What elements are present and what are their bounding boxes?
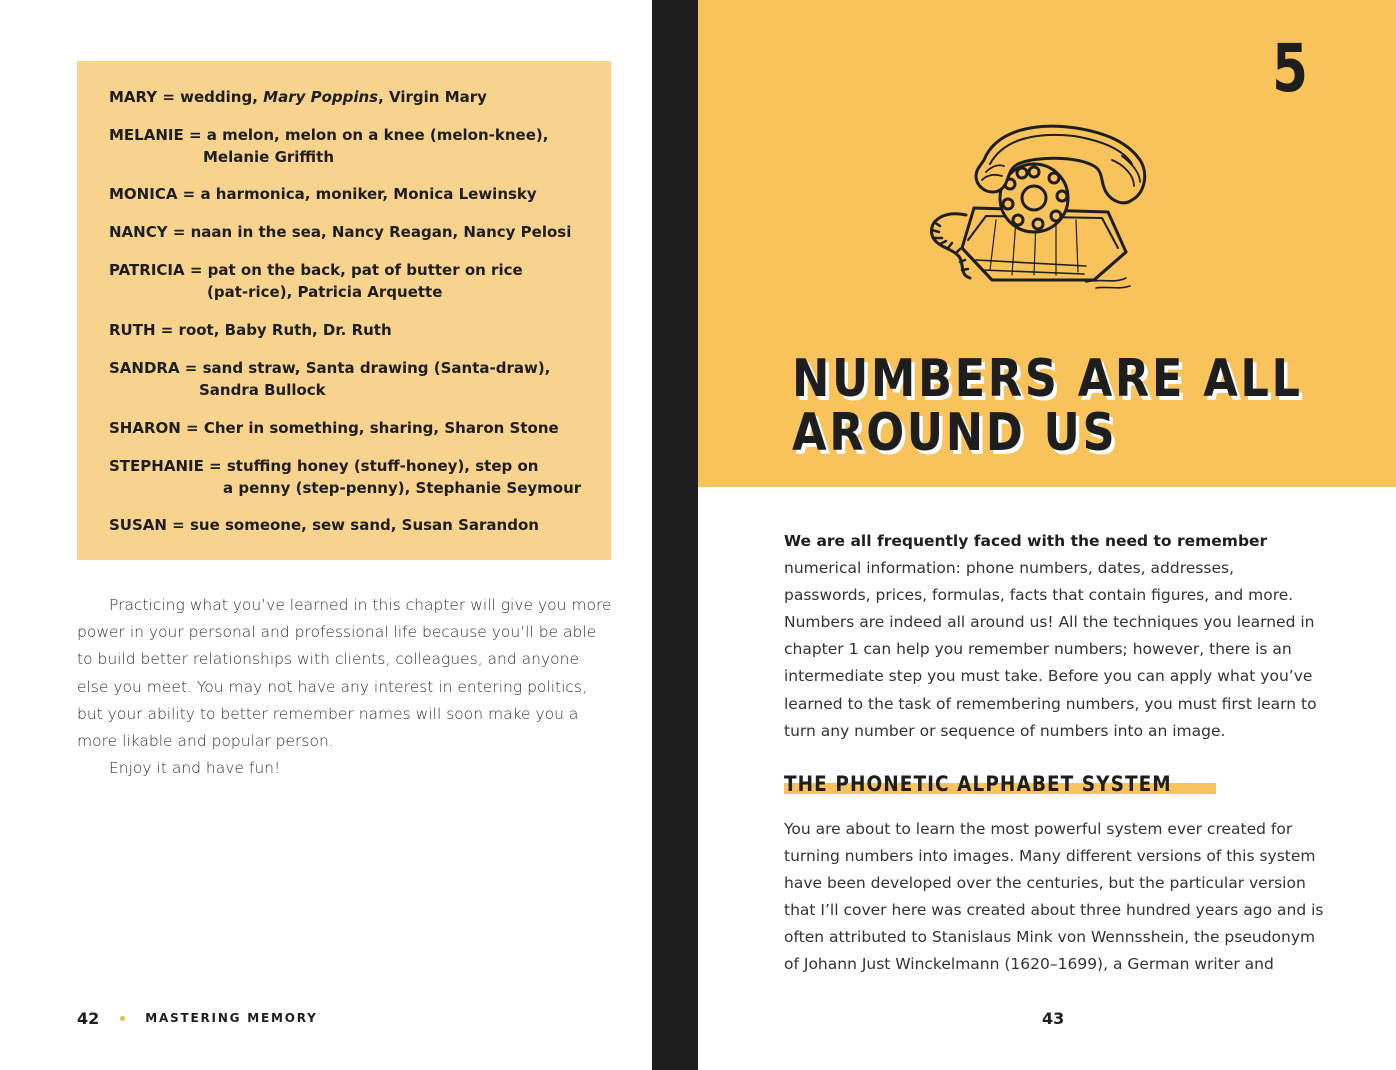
- name-entry-stephanie: STEPHANIE = stuffing honey (stuff-honey), step on a penny (step-penny), Stephanie Seymour: [109, 457, 582, 497]
- intro-lead-bold: We are all frequently faced with the need to remember: [784, 532, 1268, 550]
- running-head-book-title: MASTERING MEMORY: [145, 1011, 318, 1025]
- chapter-opener-band: [698, 0, 1396, 487]
- left-page: [0, 0, 652, 1070]
- right-page: [698, 0, 1396, 1070]
- left-body-text: [77, 592, 612, 782]
- left-footer: [77, 1008, 318, 1028]
- footer-bullet-dot: [120, 1016, 125, 1021]
- chapter-number: 5: [1272, 30, 1308, 107]
- name-entry-susan: SUSAN = sue someone, sew sand, Susan Sarandon: [109, 516, 539, 534]
- name-entry-monica: MONICA = a harmonica, moniker, Monica Lewinsky: [109, 185, 537, 203]
- rotary-telephone-icon: [926, 120, 1156, 295]
- paragraph-enjoy: Enjoy it and have fun!: [109, 759, 281, 778]
- intro-paragraph: [784, 528, 1324, 745]
- name-entry-melanie: MELANIE = a melon, melon on a knee (melon-knee), Melanie Griffith: [109, 126, 549, 166]
- page-number-left: 42: [77, 1008, 100, 1028]
- intro-text: numerical information: phone numbers, dates, addresses, passwords, prices, formulas, facts that contain figures, and more. Numbers are indeed all around us! All the techniques you learned in chapter 1 can help you remember numbers; however, there is an intermediate step you must take. Before you can apply what you’ve learned to the task of remembering numbers, you must first learn to turn any number or sequence of numbers into an image.: [784, 559, 1317, 740]
- name-entry-nancy: NANCY = naan in the sea, Nancy Reagan, Nancy Pelosi: [109, 223, 572, 241]
- name-entry-sharon: SHARON = Cher in something, sharing, Sharon Stone: [109, 419, 559, 437]
- name-entry-sandra: SANDRA = sand straw, Santa drawing (Santa-draw), Sandra Bullock: [109, 359, 551, 399]
- section-paragraph: You are about to learn the most powerful system ever created for turning numbers into images. Many different versions of this system have been developed over the centuries, but the particular version that I’ll cover here was created about three hundred years ago and is often attributed to Stanislaus Mink von Wennsshein, the pseudonym of Johann Just Winckelmann (1620–1699), a German writer and: [784, 820, 1324, 974]
- section-heading-text: THE PHONETIC ALPHABET SYSTEM: [784, 772, 1172, 796]
- section-heading: [784, 772, 1225, 796]
- page-number-right: 43: [1042, 1009, 1065, 1028]
- chapter-title: NUMBERS ARE ALL AROUND US: [792, 349, 1303, 463]
- name-entry-patricia: PATRICIA = pat on the back, pat of butter on rice (pat-rice), Patricia Arquette: [109, 261, 523, 301]
- name-entry-mary: MARY = wedding, Mary Poppins, Virgin Mary: [109, 88, 487, 106]
- name-entry-ruth: RUTH = root, Baby Ruth, Dr. Ruth: [109, 321, 392, 339]
- names-sidebar-box: [77, 61, 611, 560]
- paragraph-practicing: Practicing what you’ve learned in this chapter will give you more power in your personal and professional life because you’ll be able to build better relationships with clients, colleagues, and anyone else you meet. You may not have any interest in entering politics, but your ability to better remember names will soon make you a more likable and popular person.: [77, 596, 612, 751]
- book-gutter: [652, 0, 698, 1070]
